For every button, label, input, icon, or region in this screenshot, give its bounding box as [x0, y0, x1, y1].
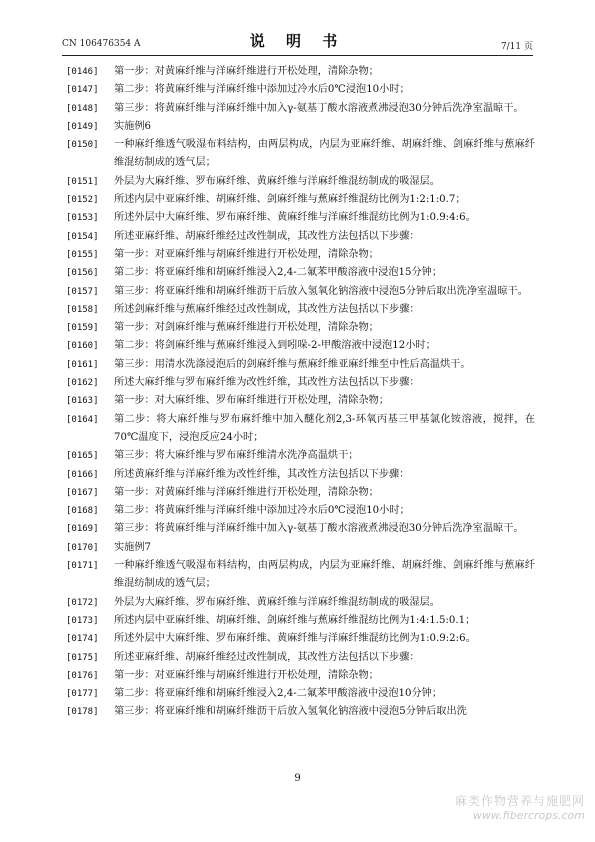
paragraph-number: [0165]: [66, 451, 99, 462]
page-number: 9: [294, 773, 301, 784]
paragraph-number: [0166]: [66, 469, 99, 480]
paragraph-text: 实施例6: [114, 120, 152, 132]
paragraph-number: [0168]: [66, 506, 99, 517]
paragraph-number: [0158]: [66, 304, 99, 315]
watermark-url: www.fibercrops.com: [472, 809, 585, 822]
paragraph-number: [0171]: [66, 561, 99, 572]
paragraph: [66, 374, 535, 392]
paragraph-number: [0170]: [66, 542, 99, 553]
paragraph-number: [0163]: [66, 396, 99, 407]
paragraph-number: [0152]: [66, 195, 99, 206]
paragraph-text: 第一步：对亚麻纤维与胡麻纤维进行开松处理，清除杂物；: [114, 248, 379, 260]
patent-number: CN 106476354 A: [62, 39, 141, 49]
paragraph: [66, 173, 535, 191]
paragraph-number: [0148]: [66, 103, 99, 114]
paragraph-text: 第三步：将黄麻纤维与洋麻纤维中加入γ-氨基丁酸水溶液煮沸浸泡30分钟后洗净室温晾干。: [114, 523, 524, 535]
paragraph: [66, 246, 535, 264]
paragraph-text: 所述剑麻纤维与蕉麻纤维经过改性制成，其改性方法包括以下步骤：: [114, 303, 420, 315]
paragraph: [66, 466, 535, 484]
paragraph-text: 所述内层中亚麻纤维、胡麻纤维、剑麻纤维与蕉麻纤维混纺比例为1:4:1.5:0.1；: [114, 614, 476, 626]
paragraph: [66, 118, 535, 136]
paragraph-text: 所述大麻纤维与罗布麻纤维为改性纤维，其改性方法包括以下步骤：: [114, 377, 420, 389]
paragraph-text: 第二步：将大麻纤维与罗布麻纤维中加入醚化剂2,3-环氧丙基三甲基氯化铵溶液，搅拌，在70℃温度下，浸泡反应24小时；: [114, 413, 535, 443]
paragraph: [66, 81, 535, 99]
paragraph-text: 第二步：将黄麻纤维与洋麻纤维中添加过冷水后0℃浸泡10小时；: [114, 505, 410, 517]
paragraph-text: 第二步：将亚麻纤维和胡麻纤维浸入2,4-二氟苯甲酸溶液中浸泡10分钟；: [114, 688, 443, 700]
paragraph-text: 第一步：对黄麻纤维与洋麻纤维进行开松处理，清除杂物；: [114, 486, 379, 498]
paragraph-number: [0147]: [66, 85, 99, 96]
watermark: [455, 792, 585, 822]
paragraph-text: 第二步：将剑麻纤维与蕉麻纤维浸入到吲哚-2-甲酸溶液中浸泡12小时；: [114, 340, 436, 352]
paragraph: [66, 539, 535, 557]
paragraph-number: [0169]: [66, 524, 99, 535]
paragraph-number: [0173]: [66, 615, 99, 626]
paragraph: [66, 612, 535, 630]
paragraph-text: 一种麻纤维透气吸湿布料结构，由两层构成，内层为亚麻纤维、胡麻纤维、剑麻纤维与蕉麻纤维混纺制成的透气层；: [114, 139, 535, 169]
paragraph-number: [0154]: [66, 231, 99, 242]
paragraph: [66, 228, 535, 246]
paragraph: [66, 283, 535, 301]
paragraph-number: [0172]: [66, 597, 99, 608]
paragraph: [66, 337, 535, 355]
paragraph-text: 所述黄麻纤维与洋麻纤维为改性纤维，其改性方法包括以下步骤：: [114, 468, 410, 480]
paragraph-number: [0150]: [66, 140, 99, 151]
paragraph: [66, 209, 535, 227]
document-body: [66, 63, 535, 722]
paragraph: [66, 703, 535, 721]
paragraph-text: 外层为大麻纤维、罗布麻纤维、黄麻纤维与洋麻纤维混纺制成的吸湿层。: [114, 596, 440, 608]
header-rule: [62, 55, 533, 56]
paragraph-text: 第三步：用清水洗涤浸泡后的剑麻纤维与蕉麻纤维亚麻纤维至中性后高温烘干。: [114, 358, 471, 370]
paragraph-text: 所述亚麻纤维、胡麻纤维经过改性制成，其改性方法包括以下步骤：: [114, 230, 420, 242]
paragraph: [66, 191, 535, 209]
paragraph-number: [0156]: [66, 268, 99, 279]
paragraph-text: 第三步：将黄麻纤维与洋麻纤维中加入γ-氨基丁酸水溶液煮沸浸泡30分钟后洗净室温晾干。: [114, 102, 524, 114]
paragraph-number: [0174]: [66, 634, 99, 645]
watermark-title: 麻类作物营养与施肥网: [454, 794, 585, 808]
paragraph-number: [0157]: [66, 286, 99, 297]
paragraph: [66, 301, 535, 319]
paragraph: [66, 392, 535, 410]
paragraph-text: 第一步：对黄麻纤维与洋麻纤维进行开松处理，清除杂物；: [114, 66, 379, 77]
paragraph-text: 实施例7: [114, 541, 152, 553]
paragraph: [66, 356, 535, 374]
paragraph: [66, 484, 535, 502]
paragraph: [66, 557, 535, 594]
paragraph-text: 第三步：将大麻纤维与罗布麻纤维清水洗净高温烘干；: [114, 450, 359, 462]
paragraph-number: [0162]: [66, 378, 99, 389]
paragraph-number: [0161]: [66, 359, 99, 370]
paragraph-number: [0155]: [66, 249, 99, 260]
paragraph-number: [0153]: [66, 213, 99, 224]
page-indicator: 7/11 页: [500, 42, 533, 52]
document-title: 说 明 书: [249, 32, 346, 50]
paragraph-text: 第二步：将黄麻纤维与洋麻纤维中添加过冷水后0℃浸泡10小时；: [114, 84, 410, 96]
paragraph-text: 第一步：对亚麻纤维与胡麻纤维进行开松处理，清除杂物；: [114, 669, 379, 681]
paragraph-number: [0146]: [66, 67, 99, 77]
paragraph-text: 所述亚麻纤维、胡麻纤维经过改性制成，其改性方法包括以下步骤：: [114, 651, 420, 663]
paragraph: [66, 411, 535, 448]
paragraph-text: 第三步：将亚麻纤维和胡麻纤维沥干后放入氢氧化钠溶液中浸泡5分钟后取出洗净室温晾干。: [114, 285, 528, 297]
paragraph: [66, 594, 535, 612]
paragraph-text: 所述外层中大麻纤维、罗布麻纤维、黄麻纤维与洋麻纤维混纺比例为1:0.9:2:6。: [114, 633, 476, 645]
paragraph-text: 第一步：对剑麻纤维与蕉麻纤维进行开松处理，清除杂物；: [114, 322, 379, 334]
paragraph-number: [0159]: [66, 323, 99, 334]
paragraph-number: [0178]: [66, 707, 99, 718]
paragraph-number: [0149]: [66, 121, 99, 132]
paragraph: [66, 100, 535, 118]
paragraph-number: [0160]: [66, 341, 99, 352]
paragraph-number: [0177]: [66, 689, 99, 700]
paragraph-text: 第二步：将亚麻纤维和胡麻纤维浸入2,4-二氟苯甲酸溶液中浸泡15分钟；: [114, 267, 443, 279]
paragraph-text: 所述外层中大麻纤维、罗布麻纤维、黄麻纤维与洋麻纤维混纺比例为1:0.9:4:6。: [114, 212, 476, 224]
paragraph: [66, 520, 535, 538]
paragraph: [66, 447, 535, 465]
paragraph-text: 所述内层中亚麻纤维、胡麻纤维、剑麻纤维与蕉麻纤维混纺比例为1:2:1:0.7；: [114, 194, 466, 206]
paragraph: [66, 649, 535, 667]
paragraph-number: [0167]: [66, 487, 99, 498]
paragraph-number: [0151]: [66, 176, 99, 187]
paragraph: [66, 630, 535, 648]
paragraph-text: 一种麻纤维透气吸湿布料结构，由两层构成，内层为亚麻纤维、胡麻纤维、剑麻纤维与蕉麻纤维混纺制成的透气层；: [114, 560, 535, 590]
paragraph: [66, 667, 535, 685]
paragraph: [66, 685, 535, 703]
paragraph-text: 第一步：对大麻纤维、罗布麻纤维进行开松处理，清除杂物；: [114, 395, 390, 407]
paragraph: [66, 319, 535, 337]
paragraph-text: 外层为大麻纤维、罗布麻纤维、黄麻纤维与洋麻纤维混纺制成的吸湿层。: [114, 175, 440, 187]
paragraph: [66, 136, 535, 173]
paragraph-number: [0164]: [66, 414, 99, 425]
paragraph: [66, 63, 535, 81]
paragraph: [66, 264, 535, 282]
paragraph: [66, 502, 535, 520]
paragraph-number: [0175]: [66, 652, 99, 663]
paragraph-number: [0176]: [66, 670, 99, 681]
page-header: [62, 30, 533, 54]
paragraph-text: 第三步：将亚麻纤维和胡麻纤维沥干后放入氢氧化钠溶液中浸泡5分钟后取出洗: [114, 706, 467, 718]
